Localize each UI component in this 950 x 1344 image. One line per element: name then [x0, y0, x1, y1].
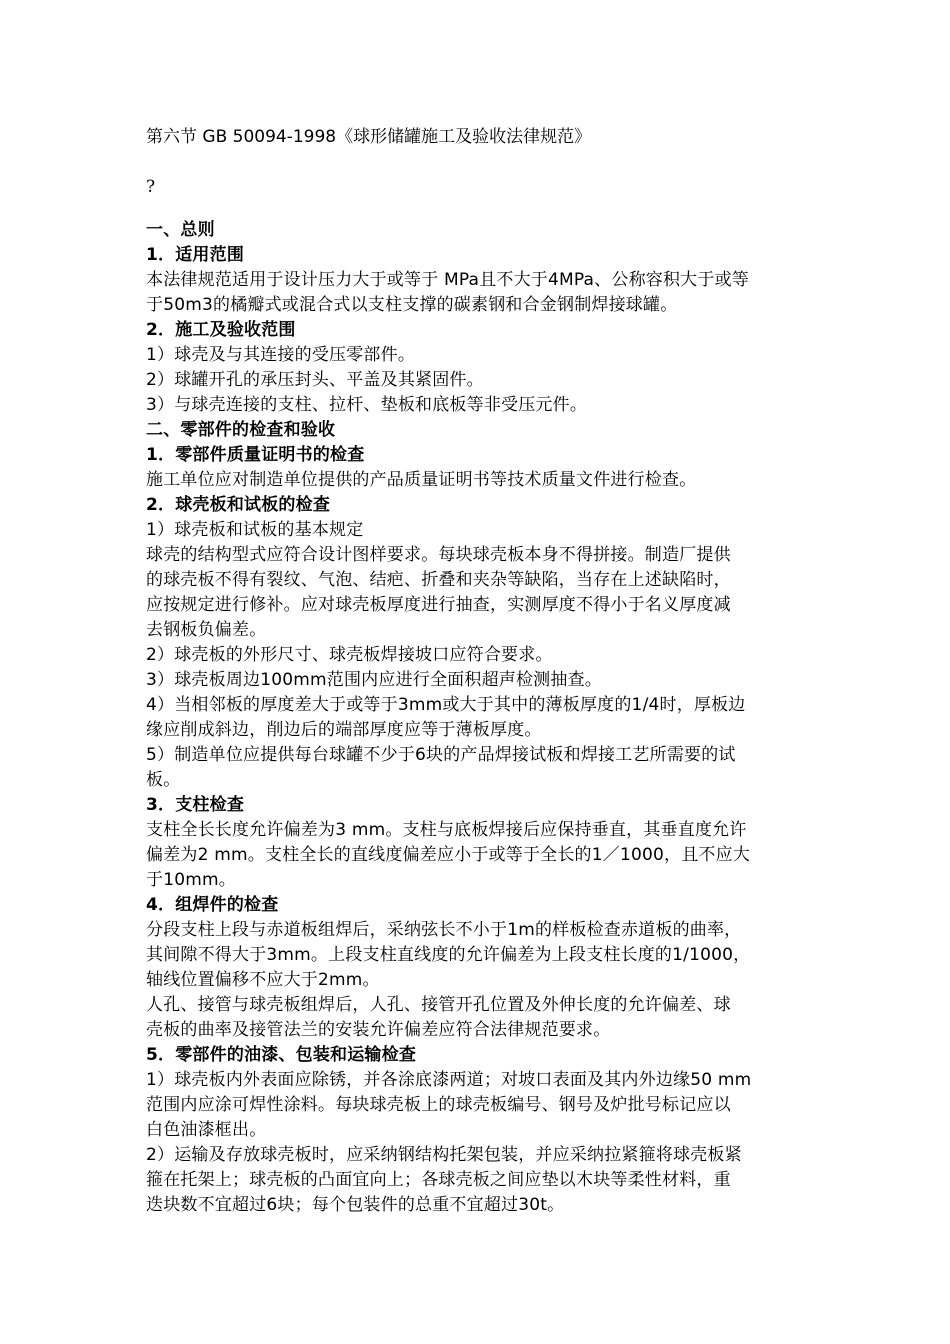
body-text-line: 的球壳板不得有裂纹、气泡、结疤、折叠和夹杂等缺陷，当存在上述缺陷时，: [146, 570, 731, 590]
body-text-line: 应按规定进行修补。应对球壳板厚度进行抽查，实测厚度不得小于名义厚度减: [146, 595, 731, 615]
body-text-line: 偏差为2 mm。支柱全长的直线度偏差应小于或等于全长的1／1000，且不应大: [146, 845, 751, 865]
document-body: [146, 218, 816, 1218]
body-text-line: 施工单位应对制造单位提供的产品质量证明书等技术质量文件进行检查。: [146, 470, 697, 490]
body-text-line: 于10mm。: [146, 870, 236, 890]
body-text-line: 板。: [146, 770, 181, 790]
section-heading: 2．球壳板和试板的检查: [146, 495, 331, 515]
body-text-line: 5）制造单位应提供每台球罐不少于6块的产品焊接试板和焊接工艺所需要的试: [146, 745, 736, 765]
body-text-line: 白色油漆框出。: [146, 1120, 267, 1140]
body-text-line: 2）球壳板的外形尺寸、球壳板焊接坡口应符合要求。: [146, 645, 553, 665]
body-text-line: 本法律规范适用于设计压力大于或等于 MPa且不大于4MPa、公称容积大于或等: [146, 270, 749, 290]
body-text-line: 支柱全长长度允许偏差为3 mm。支柱与底板焊接后应保持垂直，其垂直度允许: [146, 820, 747, 840]
body-text-line: 范围内应涂可焊性涂料。每块球壳板上的球壳板编号、钢号及炉批号标记应以: [146, 1095, 731, 1115]
body-text-line: 于50m3的橘瓣式或混合式以支柱支撑的碳素钢和合金钢制焊接球罐。: [146, 295, 678, 315]
body-text-line: 分段支柱上段与赤道板组焊后，采纳弦长不小于1m的样板检查赤道板的曲率，: [146, 920, 742, 940]
body-text-line: 箍在托架上；球壳板的凸面宜向上；各球壳板之间应垫以木块等柔性材料，重: [146, 1170, 731, 1190]
body-text-line: 2）球罐开孔的承压封头、平盖及其紧固件。: [146, 370, 484, 390]
body-text-line: 轴线位置偏移不应大于2mm。: [146, 970, 380, 990]
section-heading: 4．组焊件的检查: [146, 895, 279, 915]
body-text-line: 3）与球壳连接的支柱、拉杆、垫板和底板等非受压元件。: [146, 395, 588, 415]
body-text-line: 去钢板负偏差。: [146, 620, 267, 640]
document-title: 第六节 GB 50094-1998《球形储罐施工及验收法律规范》: [146, 127, 592, 147]
body-text-line: 迭块数不宜超过6块；每个包装件的总重不宜超过30t。: [146, 1195, 565, 1215]
body-text-line: 1）球壳板内外表面应除锈，并各涂底漆两道；对坡口表面及其内外边缘50 mm: [146, 1070, 752, 1090]
body-text-line: 壳板的曲率及接管法兰的安装允许偏差应符合法律规范要求。: [146, 1020, 611, 1040]
question-mark: ?: [146, 177, 156, 197]
body-text-line: 1）球壳及与其连接的受压零部件。: [146, 345, 416, 365]
section-heading: 1．适用范围: [146, 245, 245, 265]
body-text-line: 3）球壳板周边100mm范围内应进行全面积超声检测抽查。: [146, 670, 602, 690]
section-heading: 1．零部件质量证明书的检查: [146, 445, 365, 465]
body-text-line: 2）运输及存放球壳板时，应采纳钢结构托架包装，并应采纳拉紧箍将球壳板紧: [146, 1145, 742, 1165]
section-heading: 一、总则: [146, 220, 215, 240]
body-text-line: 4）当相邻板的厚度差大于或等于3mm或大于其中的薄板厚度的1/4时，厚板边: [146, 695, 746, 715]
body-text-line: 其间隙不得大于3mm。上段支柱直线度的允许偏差为上段支柱长度的1/1000，: [146, 945, 751, 965]
section-heading: 3．支柱检查: [146, 795, 245, 815]
body-text-line: 球壳的结构型式应符合设计图样要求。每块球壳板本身不得拼接。制造厂提供: [146, 545, 731, 565]
section-heading: 二、零部件的检查和验收: [146, 420, 336, 440]
body-text-line: 1）球壳板和试板的基本规定: [146, 520, 364, 540]
section-heading: 2．施工及验收范围: [146, 320, 296, 340]
body-text-line: 缘应削成斜边，削边后的端部厚度应等于薄板厚度。: [146, 720, 542, 740]
section-heading: 5．零部件的油漆、包装和运输检查: [146, 1045, 417, 1065]
body-text-line: 人孔、接管与球壳板组焊后，人孔、接管开孔位置及外伸长度的允许偏差、球: [146, 995, 731, 1015]
